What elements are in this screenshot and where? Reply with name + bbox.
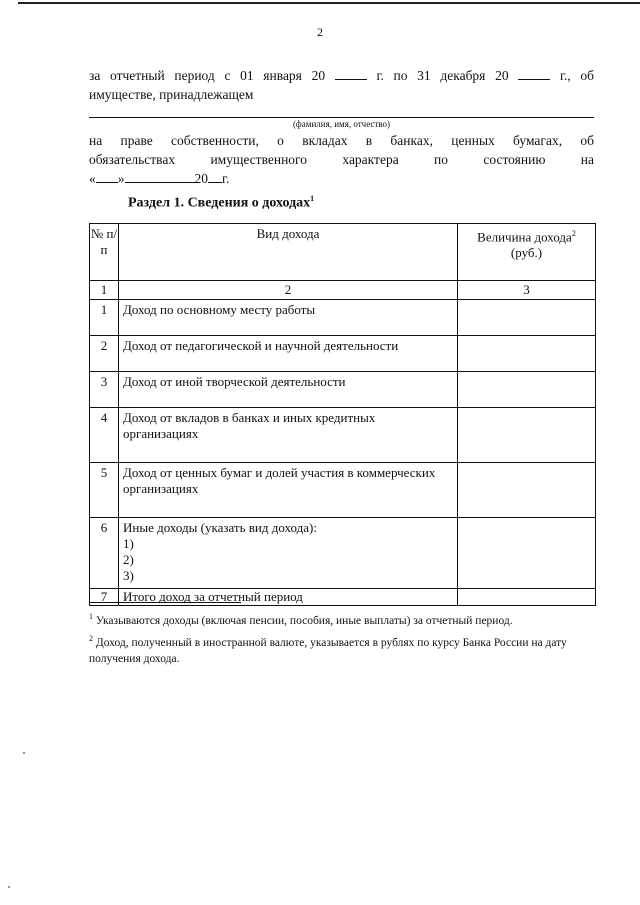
footnote-separator	[89, 602, 241, 603]
period-prefix: за отчетный период с 01 января 20	[89, 68, 326, 83]
other-income-item[interactable]: 2)	[123, 552, 134, 567]
column-number: 1	[90, 281, 119, 300]
row-label: Иные доходы (указать вид дохода):	[123, 520, 317, 535]
table-row	[90, 463, 596, 518]
year-prefix: 20	[194, 171, 208, 186]
header-type: Вид дохода	[119, 224, 458, 281]
header-amount-label: Величина дохода	[477, 229, 572, 245]
section-title	[128, 194, 314, 212]
intro-text	[89, 66, 594, 104]
date-close-quote: »	[117, 171, 125, 186]
other-income-item[interactable]: 3)	[123, 568, 134, 583]
section-title-text: Раздел 1. Сведения о доходах	[128, 195, 311, 211]
ownership-line-1: на праве собственности, о вкладах в банках, ценных бумагах, об	[89, 133, 594, 148]
row-amount-cell[interactable]	[458, 589, 596, 606]
header-amount-footnote-ref: 2	[571, 229, 576, 238]
row-label: Доход от вкладов в банках и иных кредитных организациях	[119, 408, 458, 463]
column-number: 3	[458, 281, 596, 300]
row-amount-cell[interactable]	[458, 408, 596, 463]
header-amount-unit: (руб.)	[510, 245, 543, 261]
table-row	[90, 300, 596, 336]
row-label: Итого доход за отчетный период	[119, 589, 458, 606]
row-num: 4	[90, 408, 119, 463]
footnote-1-text: Указываются доходы (включая пенсии, пособия, иные выплаты) за отчетный период.	[95, 614, 513, 627]
column-number: 2	[119, 281, 458, 300]
ownership-text	[89, 131, 594, 188]
row-amount-cell[interactable]	[458, 300, 596, 336]
scan-speck	[23, 752, 25, 754]
table-row	[90, 336, 596, 372]
top-border-line	[18, 2, 640, 4]
column-number-row	[90, 281, 596, 300]
date-open-quote: «	[89, 171, 96, 186]
year-blank[interactable]	[208, 170, 222, 183]
owner-line: имуществе, принадлежащем	[89, 87, 254, 102]
row-num: 5	[90, 463, 119, 518]
date-line	[89, 169, 594, 188]
row-label: Доход от иной творческой деятельности	[119, 372, 458, 408]
period-line	[89, 66, 594, 85]
row-label: Доход от педагогической и научной деятельности	[119, 336, 458, 372]
table-header-row	[90, 224, 596, 281]
header-amount	[458, 224, 596, 281]
year-suffix: г.	[222, 171, 230, 186]
scan-speck	[8, 886, 10, 888]
row-num: 1	[90, 300, 119, 336]
row-amount-cell[interactable]	[458, 336, 596, 372]
footnote-2-text: Доход, полученный в иностранной валюте, указывается в рублях по курсу Банка России на дату получения дохода.	[89, 636, 567, 665]
ownership-line-2: обязательствах имущественного характера по состоянию на	[89, 152, 594, 167]
footnotes	[89, 609, 594, 669]
row-num: 2	[90, 336, 119, 372]
page-number: 2	[317, 25, 323, 39]
fio-blank-line[interactable]	[89, 117, 594, 118]
footnote-1	[89, 609, 594, 629]
header-num: № п/п	[90, 224, 119, 281]
row-amount-cell[interactable]	[458, 518, 596, 589]
table-row	[90, 408, 596, 463]
month-blank[interactable]	[125, 170, 195, 183]
period-suffix: г., об	[559, 68, 595, 83]
row-num: 3	[90, 372, 119, 408]
row-num: 7	[90, 589, 119, 606]
footnote-2	[89, 631, 594, 667]
end-year-blank[interactable]	[518, 67, 550, 80]
fio-caption: (фамилия, имя, отчество)	[292, 119, 391, 129]
other-income-item[interactable]: 1)	[123, 536, 134, 551]
day-blank[interactable]	[96, 170, 118, 183]
table-row	[90, 518, 596, 589]
section-title-footnote-ref: 1	[310, 194, 315, 203]
footnote-2-mark: 2	[89, 633, 93, 643]
table-row	[90, 372, 596, 408]
period-mid: г. по 31 декабря 20	[376, 68, 509, 83]
income-table	[89, 223, 596, 606]
other-income-cell	[119, 518, 458, 589]
row-num: 6	[90, 518, 119, 589]
footnote-1-mark: 1	[89, 612, 93, 621]
start-year-blank[interactable]	[335, 67, 367, 80]
row-amount-cell[interactable]	[458, 463, 596, 518]
row-amount-cell[interactable]	[458, 372, 596, 408]
row-label: Доход по основному месту работы	[119, 300, 458, 336]
row-label: Доход от ценных бумаг и долей участия в коммерческих организациях	[119, 463, 458, 518]
